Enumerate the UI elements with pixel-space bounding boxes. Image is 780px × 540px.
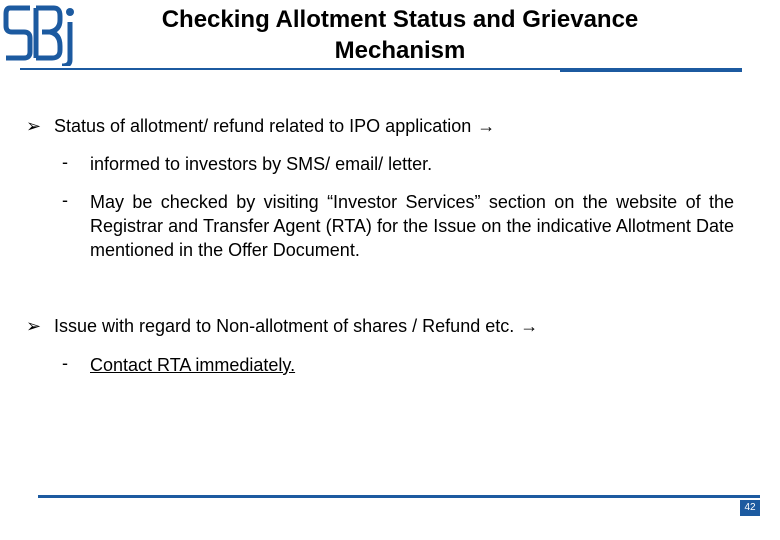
bullet-1-sub-1	[62, 152, 734, 176]
sub-text: May be checked by visiting “Investor Services” section on the website of the Registrar and Transfer Agent (RTA) for the Issue on the indicative Allotment Date mentioned in the Offer Document.	[90, 192, 734, 260]
bullet-2-text: Issue with regard to Non-allotment of shares / Refund etc.	[54, 316, 515, 336]
bullet-arrow-icon: ➢	[26, 316, 42, 336]
dash-icon: -	[62, 152, 68, 172]
title-line-2: Mechanism	[334, 37, 466, 64]
dash-icon: -	[62, 190, 68, 210]
right-arrow-icon: →	[477, 116, 496, 136]
bullet-2-sub-1	[62, 353, 734, 377]
bullet-1-sub-2	[62, 190, 734, 262]
bullet-1	[26, 116, 495, 137]
title-line-1: Checking Allotment Status and Grievance	[161, 6, 639, 33]
sub-text: informed to investors by SMS/ email/ letter.	[90, 154, 433, 174]
page-number: 42	[740, 500, 760, 516]
bullet-arrow-icon: ➢	[26, 116, 42, 136]
footer-rule	[38, 495, 760, 498]
right-arrow-icon: →	[520, 316, 539, 336]
bullet-1-text: Status of allotment/ refund related to IPO application	[54, 116, 472, 136]
dash-icon: -	[62, 353, 68, 373]
bullet-2	[26, 316, 538, 337]
contact-rta-text: Contact RTA immediately.	[90, 355, 296, 375]
